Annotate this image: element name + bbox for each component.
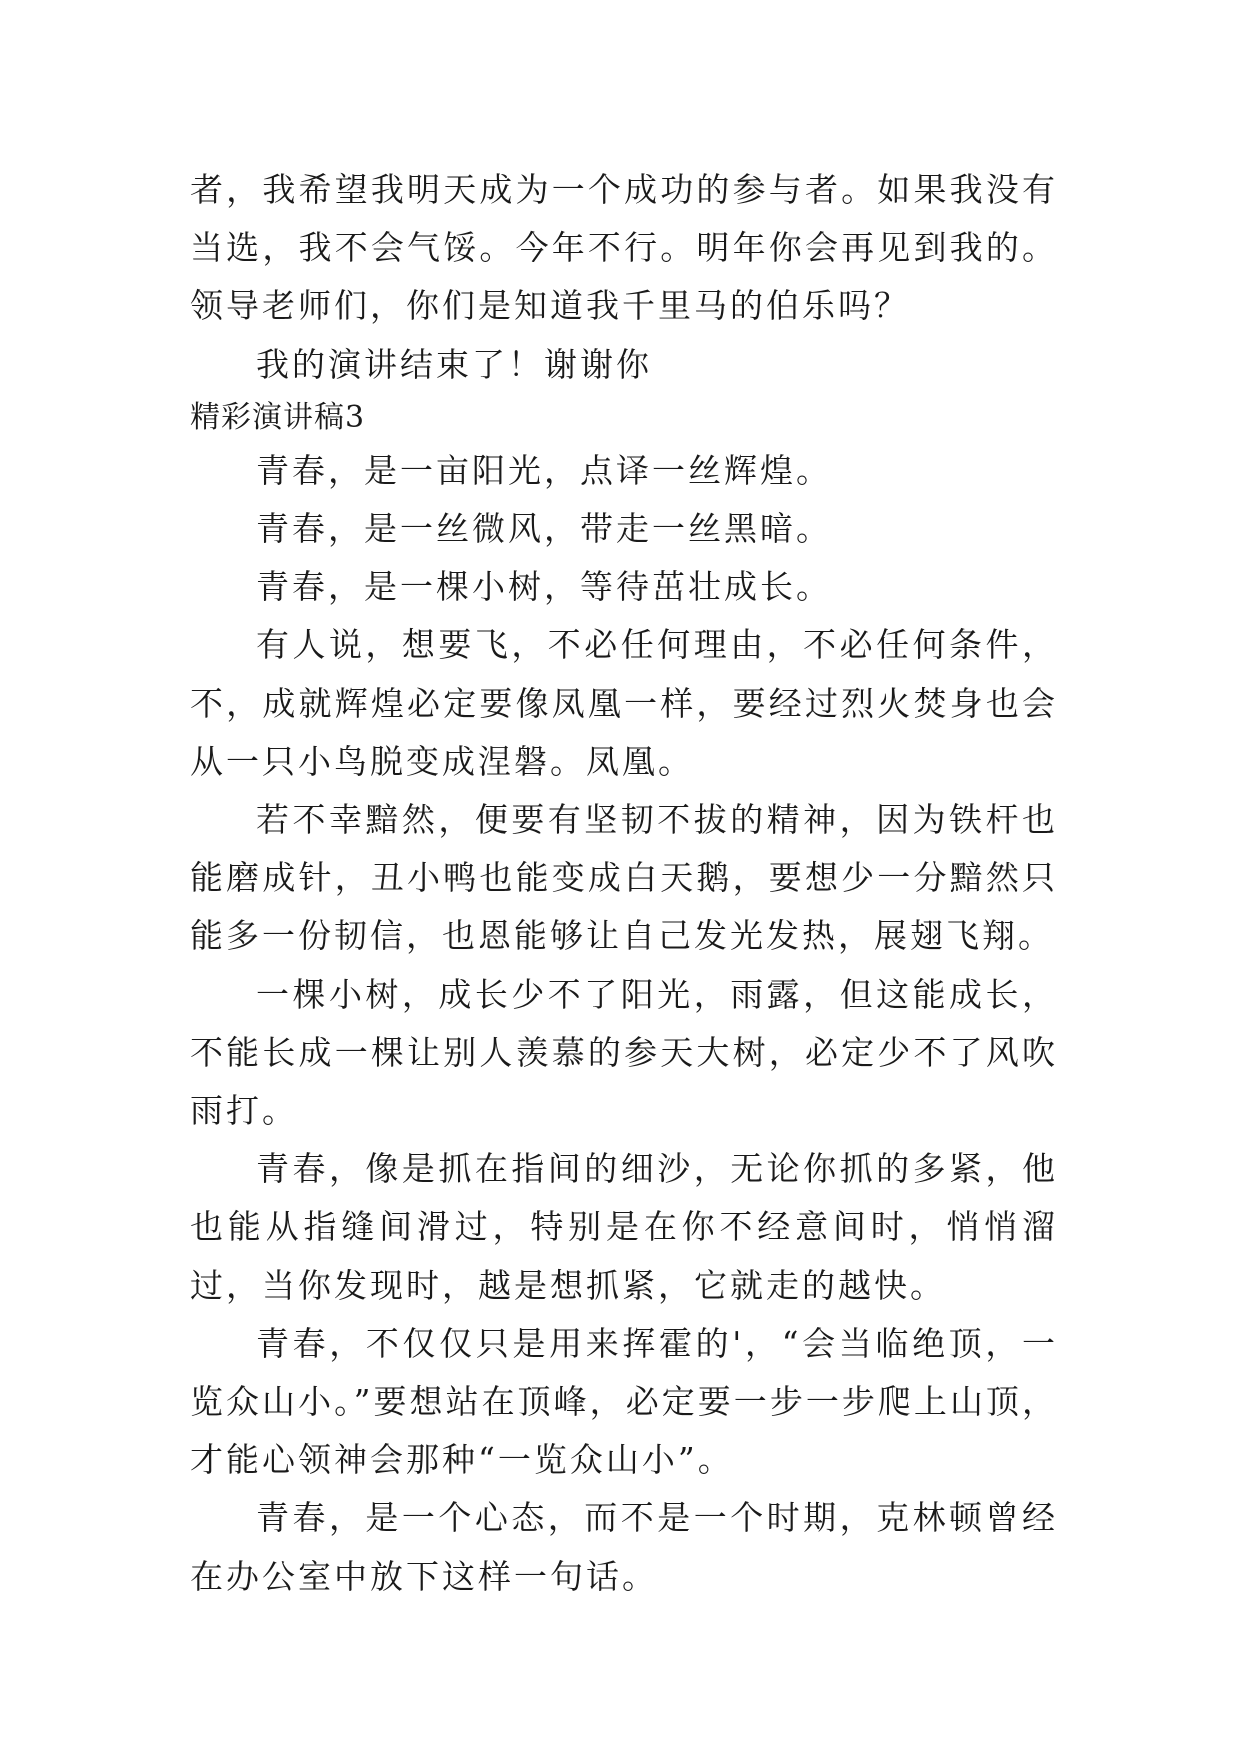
document-body <box>190 161 1058 1606</box>
paragraph: 青春，是一丝微风，带走一丝黑暗。 <box>256 509 832 549</box>
paragraph-continuation: 者，我希望我明天成为一个成功的参与者。如果我没有当选，我不会气馁。今年不行。明年你会再见到我的。领导老师们，你们是知道我千里马的伯乐吗？ <box>190 170 1058 326</box>
paragraph: 青春，是一亩阳光，点译一丝辉煌。 <box>256 450 832 490</box>
paragraph: 青春，是一个心态，而不是一个时期，克林顿曾经在办公室中放下这样一句话。 <box>190 1498 1058 1596</box>
paragraph: 若不幸黯然，便要有坚韧不拔的精神，因为铁杆也能磨成针，丑小鸭也能变成白天鹅，要想少一分黯然只能多一份韧信，也恩能够让自己发光发热，展翅飞翔。 <box>190 800 1058 956</box>
paragraph-closing: 我的演讲结束了！谢谢你 <box>256 344 652 384</box>
paragraph: 青春，像是抓在指间的细沙，无论你抓的多紧，他也能从指缝间滑过，特别是在你不经意间时，悄悄溜过，当你发现时，越是想抓紧，它就走的越快。 <box>190 1149 1058 1305</box>
paragraph: 青春，是一棵小树，等待茁壮成长。 <box>256 567 832 607</box>
section-heading: 精彩演讲稿3 <box>190 399 366 435</box>
paragraph: 有人说，想要飞，不必任何理由，不必任何条件，不，成就辉煌必定要像凤凰一样，要经过烈火焚身也会从一只小鸟脱变成涅磐。凤凰。 <box>190 625 1058 781</box>
paragraph: 一棵小树，成长少不了阳光，雨露，但这能成长，不能长成一棵让别人羡慕的参天大树，必定少不了风吹雨打。 <box>190 974 1058 1131</box>
paragraph: 青春，不仅仅只是用来挥霍的'，“会当临绝顶，一览众山小。”要想站在顶峰，必定要一步一步爬上山顶，才能心领神会那种“一览众山小”。 <box>190 1323 1058 1480</box>
